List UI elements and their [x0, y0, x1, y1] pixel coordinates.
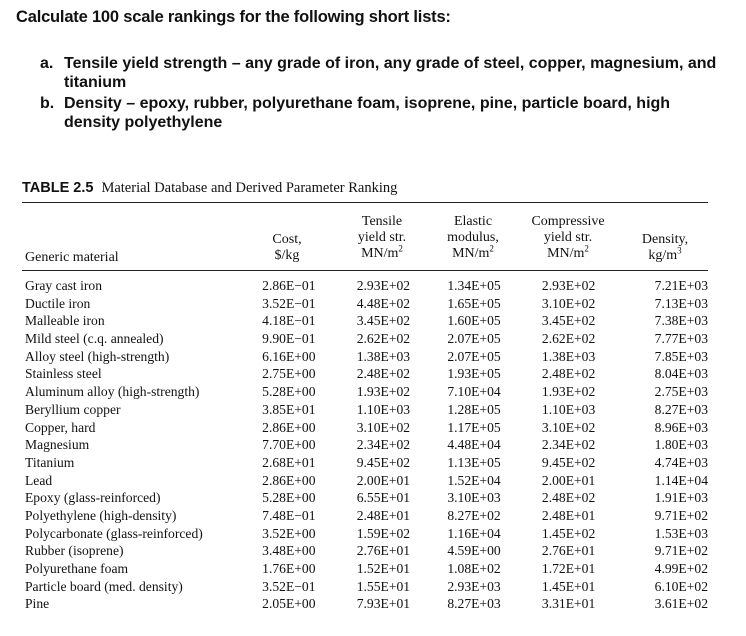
question-list — [40, 54, 720, 134]
cell-elastic: 4.59E+00 — [447, 543, 501, 559]
cell-elastic: 2.07E+05 — [447, 348, 501, 364]
cell-tensile: 2.62E+02 — [356, 331, 411, 347]
table-row — [22, 383, 708, 401]
question-title: Calculate 100 scale rankings for the following short lists: — [16, 8, 451, 26]
table-title: Material Database and Derived Parameter Ranking — [101, 180, 398, 196]
cell-compressive: 3.10E+02 — [541, 295, 596, 311]
cell-cost: 3.85E+01 — [262, 401, 316, 417]
cell-compressive: 1.72E+01 — [541, 561, 596, 576]
cell-tensile: 1.59E+02 — [356, 525, 411, 541]
question-item-b — [40, 94, 720, 132]
cell-tensile: 9.45E+02 — [356, 454, 411, 470]
table-row — [22, 578, 708, 596]
cell-compressive: 2.00E+01 — [541, 472, 596, 488]
table-row — [22, 312, 708, 330]
table-row — [22, 525, 708, 543]
cell-material: Copper, hard — [25, 419, 96, 435]
cell-density: 7.85E+03 — [654, 348, 708, 364]
cell-material: Polyethylene (high-density) — [25, 507, 177, 523]
cell-compressive: 2.62E+02 — [541, 331, 596, 347]
cell-density: 8.27E+03 — [654, 401, 708, 417]
header-tensile: Tensile yield str. $MN/m^2$ — [357, 214, 407, 261]
header-cost: Cost, $/kg — [272, 232, 302, 263]
cell-density: 9.71E+02 — [654, 507, 708, 523]
cell-cost: 3.52E−01 — [262, 295, 316, 311]
cell-cost: 6.16E+00 — [262, 348, 316, 364]
cell-density: 9.71E+02 — [654, 543, 708, 559]
table-row — [22, 595, 708, 613]
cell-elastic: 2.07E+05 — [447, 331, 501, 347]
cell-cost: 2.05E+00 — [262, 596, 316, 612]
cell-cost: 7.70E+00 — [262, 437, 316, 453]
cell-density: 3.61E+02 — [654, 596, 708, 612]
cell-compressive: 1.10E+03 — [541, 401, 596, 417]
table-row — [22, 419, 708, 437]
cell-compressive: 3.45E+02 — [541, 313, 596, 329]
table-row — [22, 507, 708, 525]
cell-cost: 1.76E+00 — [262, 561, 316, 576]
table-row — [22, 401, 708, 419]
cell-elastic: 1.34E+05 — [447, 278, 501, 293]
cell-compressive: 2.93E+02 — [541, 278, 596, 293]
cell-density: 7.38E+03 — [654, 313, 708, 329]
cell-density: 6.10E+02 — [654, 578, 708, 594]
table-row — [22, 330, 708, 348]
cell-material: Polycarbonate (glass-reinforced) — [25, 525, 203, 541]
cell-cost: 4.18E−01 — [262, 313, 316, 329]
header-material: Generic material — [25, 250, 119, 265]
cell-compressive: 3.31E+01 — [541, 596, 596, 612]
table-body — [22, 277, 708, 613]
cell-material: Stainless steel — [25, 366, 102, 382]
cell-density: 4.74E+03 — [654, 454, 708, 470]
question-text: Density – epoxy, rubber, polyurethane foam, isoprene, pine, particle board, high density polyethylene — [64, 95, 671, 131]
cell-cost: 2.86E−01 — [262, 278, 316, 293]
cell-elastic: 1.65E+05 — [447, 295, 501, 311]
cell-cost: 2.68E+01 — [262, 454, 316, 470]
cell-density: 7.77E+03 — [654, 331, 708, 347]
header-compressive: Compressive yield str. $MN/m^2$ — [531, 214, 605, 261]
cell-material: Malleable iron — [25, 313, 105, 329]
cell-cost: 9.90E−01 — [262, 331, 316, 347]
cell-material: Lead — [25, 472, 53, 488]
table-header-rule — [22, 270, 708, 271]
cell-elastic: 1.93E+05 — [447, 366, 501, 382]
cell-cost: 5.28E+00 — [262, 490, 316, 506]
table-row — [22, 542, 708, 560]
cell-tensile: 1.10E+03 — [356, 401, 411, 417]
cell-density: 1.80E+03 — [654, 437, 708, 453]
cell-cost: 3.52E+00 — [262, 525, 316, 541]
cell-compressive: 9.45E+02 — [541, 454, 596, 470]
cell-tensile: 1.93E+02 — [356, 384, 411, 400]
cell-material: Beryllium copper — [25, 401, 121, 417]
table-row — [22, 348, 708, 366]
table-row — [22, 277, 708, 295]
cell-elastic: 2.93E+03 — [447, 578, 501, 594]
cell-material: Rubber (isoprene) — [25, 543, 124, 559]
list-marker: b. — [40, 95, 55, 112]
cell-material: Particle board (med. density) — [25, 578, 183, 594]
cell-compressive: 1.38E+03 — [541, 348, 596, 364]
table-caption — [22, 180, 397, 197]
cell-elastic: 3.10E+03 — [447, 490, 501, 506]
cell-tensile: 2.76E+01 — [356, 543, 411, 559]
cell-compressive: 2.48E+02 — [541, 366, 596, 382]
cell-tensile: 2.48E+01 — [356, 507, 411, 523]
cell-density: 1.91E+03 — [654, 490, 708, 506]
cell-tensile: 3.10E+02 — [356, 419, 411, 435]
cell-compressive: 2.76E+01 — [541, 543, 596, 559]
cell-density: 7.13E+03 — [654, 295, 708, 311]
cell-compressive: 3.10E+02 — [541, 419, 596, 435]
table-row — [22, 472, 708, 490]
cell-density: 7.21E+03 — [654, 278, 708, 293]
cell-cost: 5.28E+00 — [262, 384, 316, 400]
cell-compressive: 2.48E+02 — [541, 490, 596, 506]
header-elastic: Elastic modulus, $MN/m^2$ — [447, 214, 499, 261]
cell-material: Magnesium — [25, 437, 90, 453]
cell-material: Ductile iron — [25, 295, 91, 311]
cell-tensile: 7.93E+01 — [356, 596, 411, 612]
cell-cost: 2.86E+00 — [262, 472, 316, 488]
cell-cost: 2.86E+00 — [262, 419, 316, 435]
cell-tensile: 2.34E+02 — [356, 437, 411, 453]
table-row — [22, 295, 708, 313]
list-marker: a. — [40, 55, 54, 72]
cell-compressive: 1.93E+02 — [541, 384, 596, 400]
cell-density: 2.75E+03 — [654, 384, 708, 400]
cell-tensile: 2.93E+02 — [356, 278, 411, 293]
table-top-rule — [22, 202, 708, 203]
cell-tensile: 1.38E+03 — [356, 348, 411, 364]
cell-density: 8.96E+03 — [654, 419, 708, 435]
cell-tensile: 1.55E+01 — [356, 578, 411, 594]
cell-tensile: 2.48E+02 — [356, 366, 411, 382]
cell-tensile: 1.52E+01 — [356, 561, 411, 576]
cell-elastic: 8.27E+02 — [447, 507, 501, 523]
cell-material: Mild steel (c.q. annealed) — [25, 331, 164, 347]
cell-density: 1.14E+04 — [654, 472, 708, 488]
question-item-a — [40, 54, 720, 92]
table-row — [22, 489, 708, 507]
cell-compressive: 1.45E+02 — [541, 525, 596, 541]
cell-elastic: 1.60E+05 — [447, 313, 501, 329]
cell-elastic: 1.52E+04 — [447, 472, 501, 488]
cell-tensile: 4.48E+02 — [356, 295, 411, 311]
header-density: Density, $kg/m^3$ — [641, 232, 689, 263]
cell-material: Alloy steel (high-strength) — [25, 348, 170, 364]
cell-cost: 3.52E−01 — [262, 578, 316, 594]
table-row — [22, 436, 708, 454]
cell-density: 4.99E+02 — [654, 561, 708, 576]
cell-compressive: 2.48E+01 — [541, 507, 596, 523]
cell-density: 1.53E+03 — [654, 525, 708, 541]
question-text: Tensile yield strength – any grade of iron, any grade of steel, copper, magnesium, and titanium — [64, 55, 717, 91]
table-row — [22, 560, 708, 578]
cell-tensile: 2.00E+01 — [356, 472, 411, 488]
cell-material: Aluminum alloy (high-strength) — [25, 384, 200, 400]
cell-cost: 7.48E−01 — [262, 507, 316, 523]
cell-elastic: 1.08E+02 — [447, 561, 501, 576]
cell-elastic: 1.16E+04 — [447, 525, 501, 541]
table-number: TABLE 2.5 — [22, 180, 94, 196]
cell-compressive: 1.45E+01 — [541, 578, 596, 594]
cell-material: Titanium — [25, 454, 75, 470]
cell-material: Epoxy (glass-reinforced) — [25, 490, 161, 506]
cell-elastic: 4.48E+04 — [447, 437, 501, 453]
cell-cost: 3.48E+00 — [262, 543, 316, 559]
table-row — [22, 454, 708, 472]
cell-elastic: 1.17E+05 — [447, 419, 501, 435]
cell-material: Gray cast iron — [25, 278, 103, 293]
table-row — [22, 365, 708, 383]
cell-density: 8.04E+03 — [654, 366, 708, 382]
cell-elastic: 1.28E+05 — [447, 401, 501, 417]
cell-tensile: 3.45E+02 — [356, 313, 411, 329]
cell-compressive: 2.34E+02 — [541, 437, 596, 453]
cell-material: Pine — [25, 596, 50, 612]
cell-elastic: 8.27E+03 — [447, 596, 501, 612]
cell-material: Polyurethane foam — [25, 561, 129, 576]
cell-elastic: 7.10E+04 — [447, 384, 501, 400]
cell-tensile: 6.55E+01 — [356, 490, 411, 506]
cell-elastic: 1.13E+05 — [447, 454, 501, 470]
cell-cost: 2.75E+00 — [262, 366, 316, 382]
